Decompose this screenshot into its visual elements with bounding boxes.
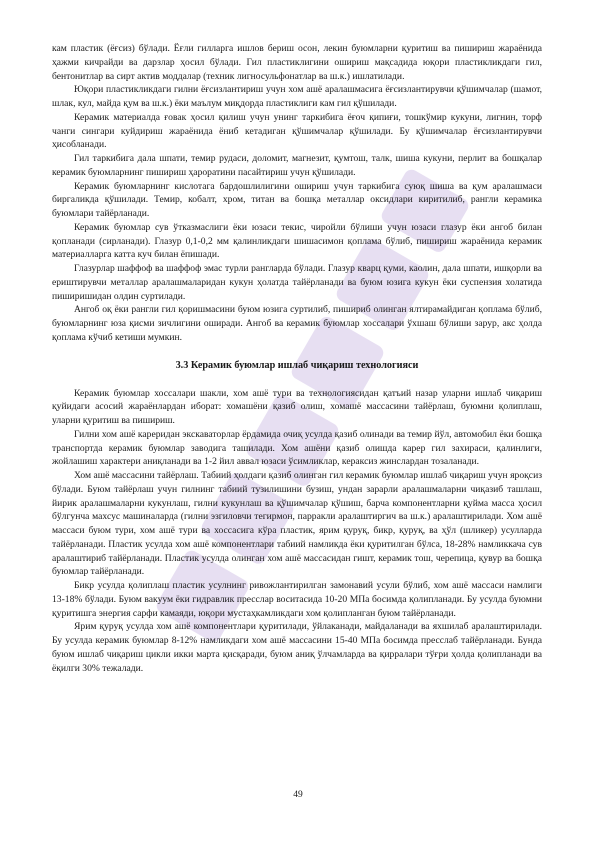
- paragraph: Ярим қуруқ усулда хом ашё компонентлари қуритилади, ўйлаканади, майдаланади ва яхшилаб аралаштирилади. Бу усулда керамик буюмлар 8-12% намликдаги хом ашё массасини 15-40 МПа босимда пресслаб тайёрланади. Бунда буюм ишлаб чиқариш цикли икки марта қисқаради, буюм аниқ ўлчамларда ва қирралари тўғри ҳолда қолипланади ва ёқилги 30% тежалади.: [52, 621, 542, 674]
- paragraph: кам пластик (ёғсиз) бўлади. Ёғли гилларга ишлов бериш осон, лекин буюмларни қуритиш ва пишириш жараёнида ҳажми кичрайди ва дарзлар ҳосил бўлади. Гил пластиклигини ошириш мақсадида юқори пластикликдаги гил, бентонитлар ва сирт актив моддалар (техник лигносульфонатлар ва ш.к.) ишлатилади.: [52, 43, 542, 82]
- paragraph: Гилни хом ашё кареридан экскаваторлар ёрдамида очиқ усулда қазиб олинади ва темир йўл, автомобил ёки бошқа транспортда керамик буюмлар заводига ташилади. Хом ашёни қазиб олишда карер гил захираси, қалинлиги, жойлашиш характери аниқланади ва 1-2 йил аввал юзаси ўсимликлар, кераксиз жинслардан тозаланади.: [52, 428, 542, 468]
- page-number: 49: [293, 790, 303, 800]
- paragraph: Гил таркибига дала шпати, темир рудаси, доломит, магнезит, қумтош, талк, шиша кукуни, перлит ва бошқалар керамик буюмларнинг пишириш ҳароратини пасайтириш учун қўшилади.: [52, 153, 542, 178]
- paragraph: Юқори пластикликдаги гилни ёғсизлантириш учун хом ашё аралашмасига ёғсизлантирувчи қўшимчалар (шамот, шлак, кул, майда қум ва ш.к.) ёки маълум миқдорда пластиклиги кам гил қўшилади.: [52, 84, 542, 109]
- paragraph: Бикр усулда қолиплаш пластик усулнинг ривожлантирилган замонавий усули бўлиб, хом ашё массаси намлиги 13-18% бўлади. Буюм вакуум ёки гидравлик пресслар воситасида 10-20 МПа босимда қолипланади. Бу усулда буюмни қуритишга энергия сарфи камаяди, юқори мустаҳкамликдаги хом қолипланган буюм тайёрланади.: [52, 580, 542, 619]
- paragraph: Керамик буюмлар хоссалари шакли, хом ашё тури ва технологиясидан қатъий назар уларни ишлаб чиқариш қуйидаги асосий жараёнлардан иборат: хомашёни қазиб олиш, хомашё массасини тайёрлаш, буюмни қолиплаш, уларни қуритиш ва пишириш.: [52, 387, 542, 426]
- paragraph: Керамик материалда ғовак ҳосил қилиш учун унинг таркибига ёғоч қипиғи, тошкўмир кукуни, лигнин, торф чанги сингари куйдириш жараёнида ёниб кетадиган қўшимчалар қўшилади. Бу қўшимчалар ёғсизлантирувчи ҳисобланади.: [52, 111, 542, 151]
- page-content: [52, 42, 542, 675]
- paragraph: Керамик буюмлар сув ўтказмаслиги ёки юзаси текис, чиройли бўлиши учун юзаси глазур ёки ангоб билан қопланади (сирланади). Глазур 0,1-0,2 мм қалинликдаги шишасимон қоплама бўлиб, пишириш жараёнида керамик материалларга катта куч билан ёпишади.: [52, 221, 542, 261]
- section-heading: 3.3 Керамик буюмлар ишлаб чиқариш технологияси: [175, 359, 419, 371]
- paragraph: Хом ашё массасини тайёрлаш. Табиий ҳолдаги қазиб олинган гил керамик буюмлар ишлаб чиқариш учун яроқсиз бўлади. Буюм тайёрлаш учун гилнинг табиий тузилишини бузиш, ундан зарарли аралашмаларни чиқазиб ташлаш, йирик аралашмаларни кукунлаш, гилни кукунлаш ва қўшимчалар қўшиш, барча компонентларни қуйма масса ҳосил бўлгунча махсус машиналарда (гилни эзгиловчи тегирмон, парракли аралаштиргич ва ш.к.) аралаштирилади. Хом ашё массаси буюм тури, хом ашё тури ва хоссасига кўра пластик, ярим қуруқ, бикр, қуруқ, ва ҳўл (шликер) усулларда тайёрланади. Пластик усулда хом ашё компонентлари табиий намликда ёки қуритилган бўлса, 18-28% намликкача сув аралаштириб тайёрланади. Пластик усулда олинган хом ашё массасидан гишт, керамик тош, черепица, қувур ва бошқа буюмлар тайёрланади.: [52, 470, 542, 578]
- paragraph: Ангоб оқ ёки рангли гил қоришмасини буюм юзига суртилиб, пишириб олинган ялтирамайдиган қоплама бўлиб, буюмларнинг юза қисми зичлигини оширади. Ангоб ва керамик буюмлар хоссалари ўхшаш бўлиши зарур, акс ҳолда қоплама кўчиб кетиши мумкин.: [52, 304, 542, 343]
- paragraph: Керамик буюмларнинг кислотага бардошлилигини ошириш учун таркибига суюқ шиша ва қум аралашмаси биргаликда қўшилади. Темир, кобалт, хром, титан ва бошқа металлар оксидлари киритилиб, рангли керамика буюмлари тайёрланади.: [52, 180, 542, 219]
- paragraph: Глазурлар шаффоф ва шаффоф эмас турли рангларда бўлади. Глазур кварц қуми, каолин, дала шпати, ишқорли ва ериштирувчи металлар аралашмаларидан кукун ҳолатда тайёрланади ва буюм юзига кукун ёки суспензия холатида пиширишидан олдин суртилади.: [52, 263, 542, 302]
